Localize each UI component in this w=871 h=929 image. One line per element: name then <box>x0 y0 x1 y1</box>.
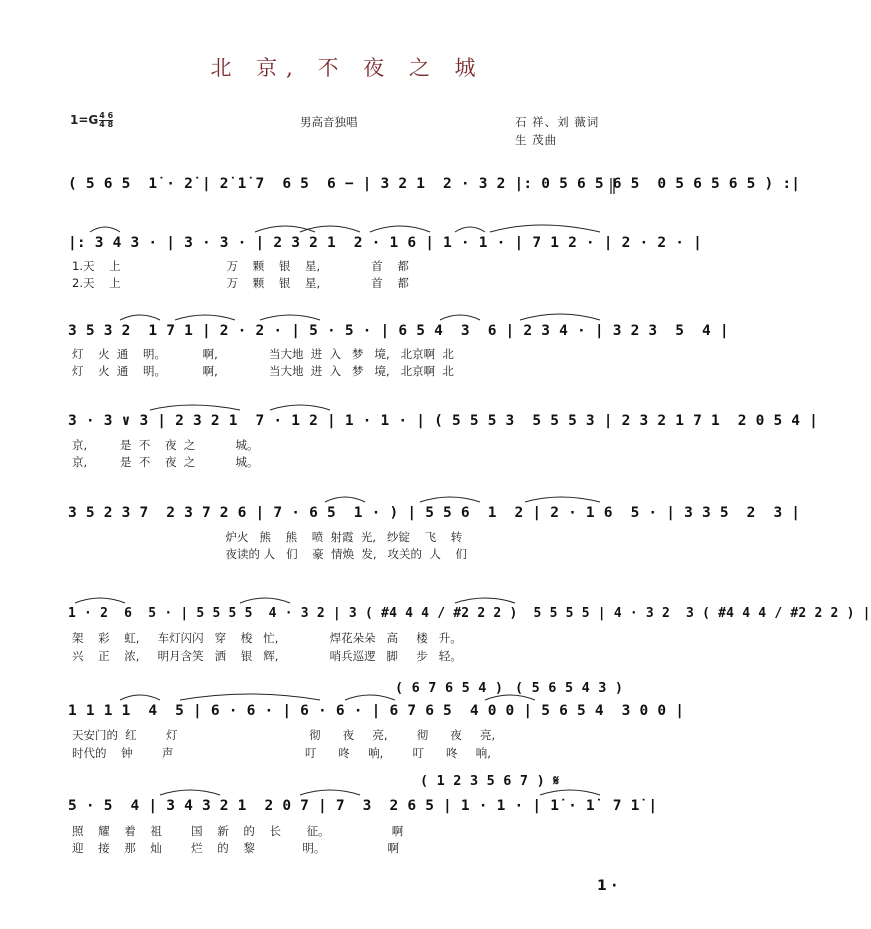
meter-bottom: 4 8 <box>99 120 114 129</box>
slur <box>75 598 125 603</box>
score-line-2: |: 3 4 3 · | 3 · 3 · | 2 3 2 1 2 · 1 6 | 1 · 1 · | 7 1 2 · | 2 · 2 · | <box>68 235 703 251</box>
slur <box>525 497 600 502</box>
slur <box>175 315 235 320</box>
slur <box>240 598 290 603</box>
slur <box>260 315 320 320</box>
lyric-line-3-verse-2: 灯 火 通 明。 啊, 当大地 进 入 梦 境, 北京啊 北 <box>72 364 454 378</box>
song-title: 北 京, 不 夜 之 城 <box>210 56 485 80</box>
slur <box>180 694 320 700</box>
slur <box>520 314 600 320</box>
score-line-7: 1 1 1 1 4 5 | 6 · 6 · | 6 · 6 · | 6 7 6 5 4 0 0 | 5 6 5 4 3 0 0 | <box>68 703 685 719</box>
meter-top: 4 6 <box>99 111 114 120</box>
slur <box>420 497 480 502</box>
slur <box>90 227 120 232</box>
page-number: 1 · <box>597 878 617 894</box>
lyric-line-8-verse-1: 照 耀 着 祖 国 新 的 长 征。 啊 <box>72 824 404 838</box>
fill-phrase-2: ( 5 6 5 4 3 ) <box>515 680 624 696</box>
lyric-line-3-verse-1: 灯 火 通 明。 啊, 当大地 进 入 梦 境, 北京啊 北 <box>72 347 454 361</box>
score-line-4: 3 · 3 ∨ 3 | 2 3 2 1 7 · 1 2 | 1 · 1 · | ( 5 5 5 3 5 5 5 3 | 2 3 2 1 7 1 2 0 5 4 | <box>68 413 819 429</box>
performer-label: 男高音独唱 <box>300 115 358 129</box>
slur <box>300 790 360 795</box>
lyric-line-4-verse-1: 京, 是 不 夜 之 城。 <box>72 438 259 452</box>
slur <box>490 225 600 232</box>
score-line-6: 1 · 2 6 5 · | 5 5 5 5 4 · 3 2 | 3 ( #4 4 4 / #2 2 2 ) 5 5 5 5 | 4 · 3 2 3 ( #4 4 4 / #2 2 2 ) | <box>68 606 871 621</box>
key-signature <box>70 112 113 129</box>
slur <box>270 405 330 410</box>
lyric-line-2-verse-1: 1.天 上 万 颗 银 星, 首 都 <box>72 259 409 273</box>
slur <box>455 227 485 232</box>
fill-phrase-3: ( 1 2 3 5 6 7 ) 𝄋 <box>420 773 560 789</box>
slur <box>455 598 515 603</box>
score-line-5: 3 5 2 3 7 2 3 7 2 6 | 7 · 6 5 1 · ) | 5 5 6 1 2 | 2 · 1 6 5 · | 3 3 5 2 3 | <box>68 505 801 521</box>
slur <box>300 226 360 232</box>
time-signature <box>99 112 113 129</box>
lyric-line-6-verse-2: 兴 正 浓, 明月含笑 洒 银 辉, 哨兵巡逻 脚 步 轻。 <box>72 649 462 663</box>
slur <box>440 315 480 320</box>
slur <box>150 405 240 410</box>
slur <box>345 695 395 700</box>
composer-credit: 生 茂曲 <box>515 133 558 147</box>
lyric-line-6-verse-1: 架 彩 虹, 车灯闪闪 穿 梭 忙, 焊花朵朵 高 楼 升。 <box>72 631 462 645</box>
slur <box>540 790 600 795</box>
lyric-line-8-verse-2: 迎 接 那 灿 烂 的 黎 明。 啊 <box>72 841 400 855</box>
score-line-3: 3 5 3 2 1 7 1 | 2 · 2 · | 5 · 5 · | 6 5 4 3 6 | 2 3 4 · | 3 2 3 5 4 | <box>68 323 729 339</box>
lyric-line-2-verse-2: 2.天 上 万 颗 银 星, 首 都 <box>72 276 409 290</box>
lyric-line-5-verse-2: 夜读的 人 们 豪 情焕 发, 攻关的 人 们 <box>72 547 467 561</box>
lyric-line-4-verse-2: 京, 是 不 夜 之 城。 <box>72 455 259 469</box>
key-label: 1=G <box>70 113 99 127</box>
score-line-8: 5 · 5 4 | 3 4 3 2 1 2 0 7 | 7 3 2 6 5 | 1 · 1 · | 1̇ · 1̇ 7 1̇ | <box>68 798 658 814</box>
slur <box>160 790 220 795</box>
fill-phrase-1: ( 6 7 6 5 4 ) <box>395 680 504 696</box>
lyric-line-7-verse-1: 天安门的 红 灯 彻 夜 亮, 彻 夜 亮, <box>72 728 496 742</box>
lyric-line-5-verse-1: 炉火 熊 熊 喷 射霞 光, 纱锭 飞 转 <box>72 530 463 544</box>
score-line-1: ( 5 6 5 1̇ · 2̇ | 2̇ 1̇ 7 6 5 6 − | 3 2 1 2 · 3 2 |: 0 5 6 5 6 5 0 5 6 5 6 5 ) :| <box>68 176 801 192</box>
lyricist-credit: 石 祥、刘 薇词 <box>515 115 600 129</box>
slur <box>120 695 160 700</box>
slur <box>370 226 430 232</box>
lyric-line-7-verse-2: 时代的 钟 声 叮 咚 响, 叮 咚 响, <box>72 746 491 760</box>
slur <box>325 497 365 502</box>
slur <box>120 315 160 320</box>
slur <box>255 226 315 232</box>
